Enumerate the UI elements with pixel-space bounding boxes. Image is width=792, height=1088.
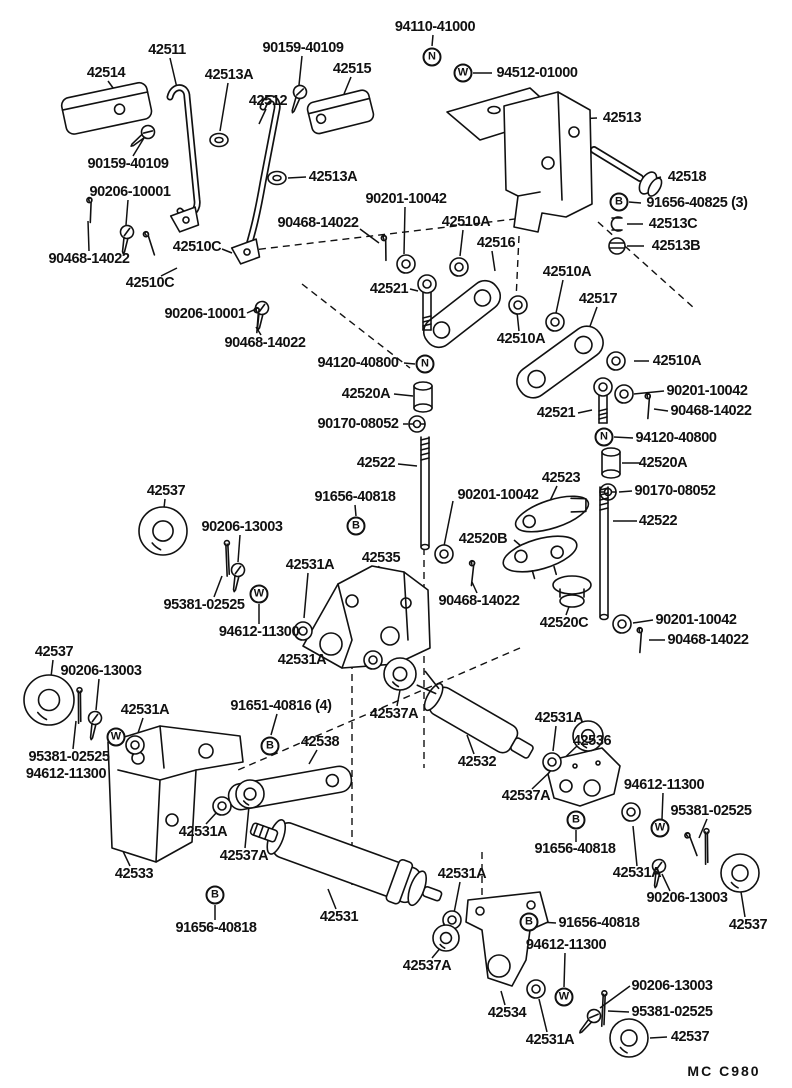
part-label: 42537 <box>728 916 768 933</box>
part-label: 94120-40800 <box>317 354 399 371</box>
part-label: 42531A <box>534 709 584 726</box>
part-label: 42538 <box>300 733 340 750</box>
part-label: 90468-14022 <box>277 214 359 231</box>
part-label: 42520A <box>638 454 688 471</box>
part-label: 94512-01000 <box>496 64 578 81</box>
callout-b-icon: B <box>520 913 539 932</box>
part-label: 42537 <box>146 482 186 499</box>
part-label: 94120-40800 <box>635 429 717 446</box>
part-label: 90468-14022 <box>224 334 306 351</box>
part-label: 42510C <box>172 238 222 255</box>
part-label: 95381-02525 <box>670 802 752 819</box>
part-label: 42521 <box>369 280 409 297</box>
part-label: 42537A <box>501 787 551 804</box>
part-label: 95381-02525 <box>163 596 245 613</box>
part-label: 42513C <box>648 215 698 232</box>
part-label: 42531 <box>319 908 359 925</box>
part-label: 90159-40109 <box>262 39 344 56</box>
part-label: 42512 <box>248 92 288 109</box>
part-label: 42531A <box>612 864 662 881</box>
part-label: 91656-40818 <box>558 914 640 931</box>
part-label: 90201-10042 <box>457 486 539 503</box>
part-label: 42510C <box>125 274 175 291</box>
part-label: 42521 <box>536 404 576 421</box>
part-label: 42534 <box>487 1004 527 1021</box>
part-label: 42510A <box>542 263 592 280</box>
part-label: 42520A <box>341 385 391 402</box>
part-label: 94612-11300 <box>623 776 705 793</box>
part-label: 91656-40818 <box>314 488 396 505</box>
part-label: 94612-11300 <box>25 765 107 782</box>
part-label: 90206-13003 <box>631 977 713 994</box>
part-label: 42523 <box>541 469 581 486</box>
part-label: 90468-14022 <box>670 402 752 419</box>
part-label: 42513B <box>651 237 701 254</box>
part-label: 42515 <box>332 60 372 77</box>
part-label: 42522 <box>638 512 678 529</box>
part-label: 95381-02525 <box>28 748 110 765</box>
part-label: 90206-13003 <box>201 518 283 535</box>
part-label: 42531A <box>437 865 487 882</box>
part-label: 90201-10042 <box>666 382 748 399</box>
part-label: 90206-10001 <box>164 305 246 322</box>
part-label: 42532 <box>457 753 497 770</box>
part-label: 95381-02525 <box>631 1003 713 1020</box>
callout-w-icon: W <box>454 64 473 83</box>
part-label: 42537A <box>219 847 269 864</box>
part-label: 90201-10042 <box>365 190 447 207</box>
part-label: 90206-10001 <box>89 183 171 200</box>
callout-n-icon: N <box>423 48 442 67</box>
part-label: 91656-40818 <box>175 919 257 936</box>
plate-code: MC C980 <box>687 1063 761 1079</box>
part-label: 42531A <box>285 556 335 573</box>
part-label: 94612-11300 <box>525 936 607 953</box>
part-label: 42537 <box>670 1028 710 1045</box>
part-label: 42510A <box>652 352 702 369</box>
part-label: 42513A <box>204 66 254 83</box>
part-label: 42537A <box>369 705 419 722</box>
part-label: 90468-14022 <box>667 631 749 648</box>
part-label: 42537A <box>402 957 452 974</box>
part-label: 42536 <box>572 732 612 749</box>
part-label: 90159-40109 <box>87 155 169 172</box>
part-label: 90170-08052 <box>634 482 716 499</box>
part-label: 42511 <box>148 41 186 58</box>
part-label: 94612-11300 <box>218 623 300 640</box>
part-label: 42531A <box>277 651 327 668</box>
part-label: 42517 <box>578 290 618 307</box>
part-label: 90170-08052 <box>317 415 399 432</box>
callout-w-icon: W <box>555 988 574 1007</box>
part-label: 90206-13003 <box>60 662 142 679</box>
callout-b-icon: B <box>261 737 280 756</box>
callout-b-icon: B <box>206 886 225 905</box>
callout-w-icon: W <box>107 728 126 747</box>
callout-w-icon: W <box>250 585 269 604</box>
part-label: 91656-40825 (3) <box>646 194 748 211</box>
part-label: 42510A <box>496 330 546 347</box>
part-label: 42522 <box>356 454 396 471</box>
part-label: 42520C <box>539 614 589 631</box>
part-label: 42518 <box>667 168 707 185</box>
part-label: 90206-13003 <box>646 889 728 906</box>
part-label: 42513A <box>308 168 358 185</box>
part-label: 42520B <box>458 530 508 547</box>
part-label: 42531A <box>120 701 170 718</box>
callout-b-icon: B <box>347 517 366 536</box>
part-label: 90201-10042 <box>655 611 737 628</box>
part-label: 42513 <box>602 109 642 126</box>
part-label: 42510A <box>441 213 491 230</box>
part-label: 94110-41000 <box>394 18 476 35</box>
part-label: 42531A <box>525 1031 575 1048</box>
part-label: 42514 <box>86 64 126 81</box>
part-label: 42531A <box>178 823 228 840</box>
callout-w-icon: W <box>651 819 670 838</box>
part-label: 42535 <box>361 549 401 566</box>
part-label: 90468-14022 <box>48 250 130 267</box>
callout-n-icon: N <box>595 428 614 447</box>
callout-b-icon: B <box>610 193 629 212</box>
part-label: 91651-40816 (4) <box>230 697 332 714</box>
callout-b-icon: B <box>567 811 586 830</box>
part-label: 42537 <box>34 643 74 660</box>
part-label: 42533 <box>114 865 154 882</box>
part-label: 90468-14022 <box>438 592 520 609</box>
part-label: 42516 <box>476 234 516 251</box>
callout-n-icon: N <box>416 355 435 374</box>
part-label: 91656-40818 <box>534 840 616 857</box>
